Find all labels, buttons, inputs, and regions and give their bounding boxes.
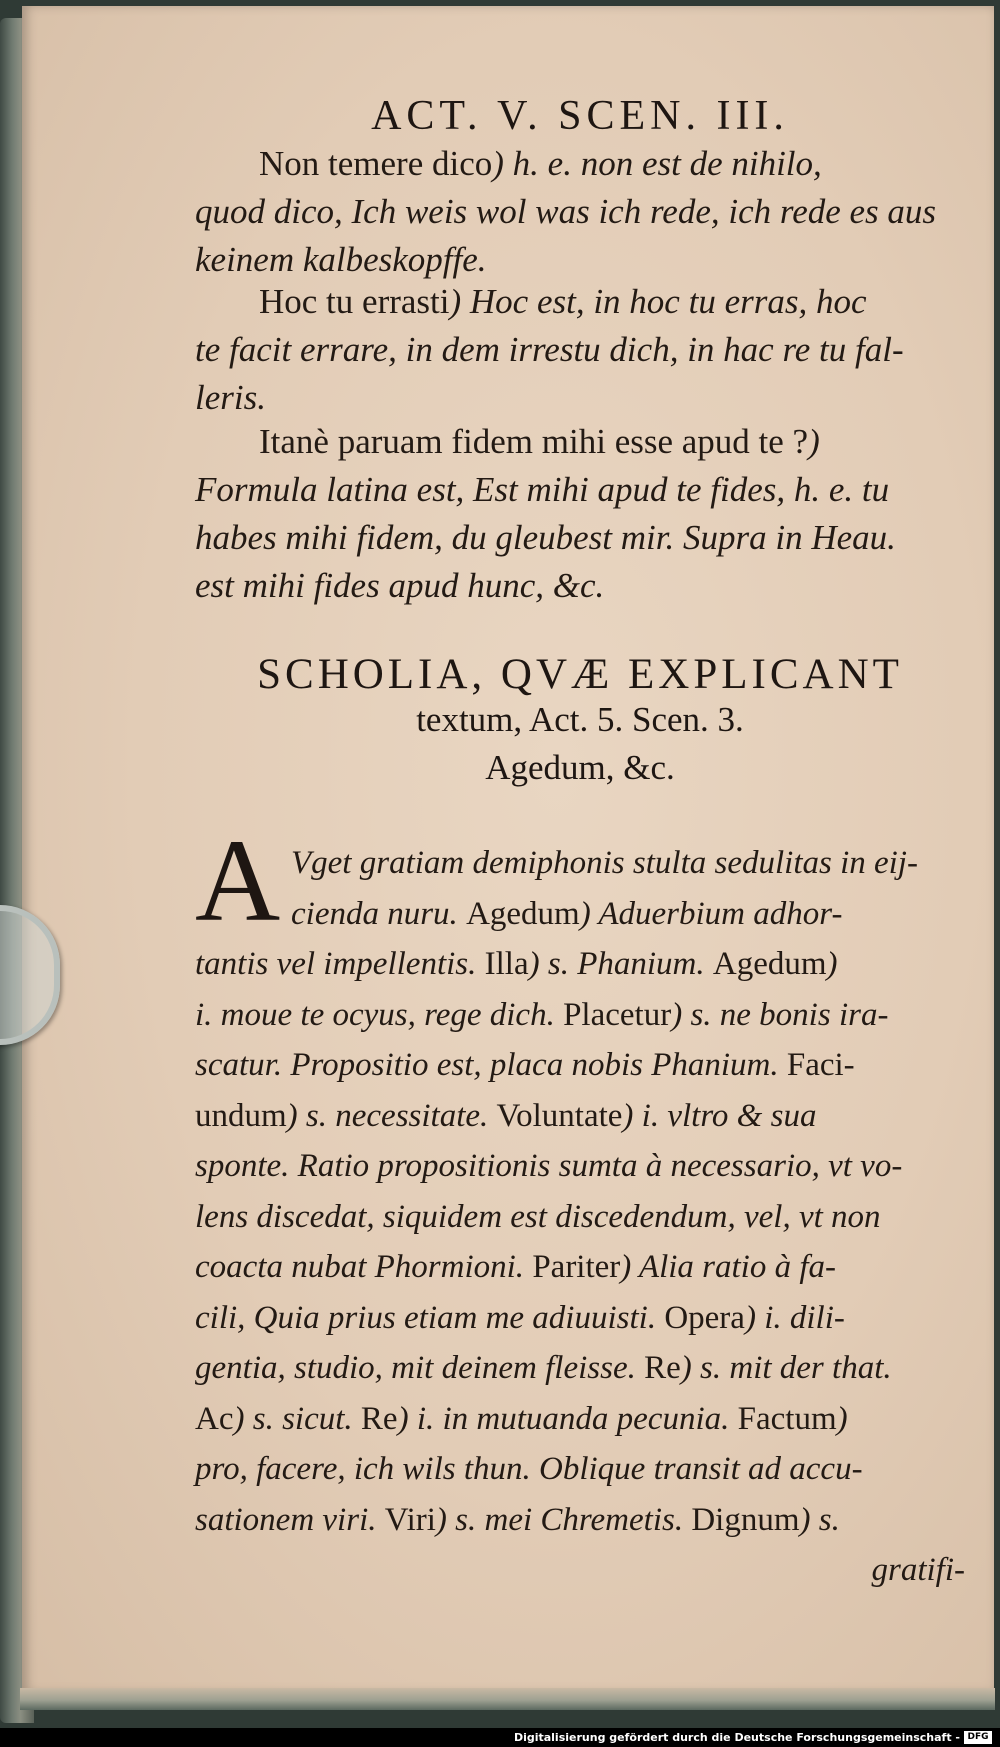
italic-gloss: sationem viri. xyxy=(195,1501,385,1538)
running-head: ACT. V. SCEN. III. xyxy=(371,93,789,139)
italic-gloss: lens discedat, siquidem est discedendum, vel, vt non xyxy=(195,1198,881,1235)
text-line xyxy=(195,838,965,889)
italic-gloss: cienda nuru. xyxy=(291,895,467,932)
italic-gloss: ) s. ne bonis ira- xyxy=(671,996,889,1033)
text-line xyxy=(195,236,965,284)
lemma: Re xyxy=(644,1350,681,1386)
text-line xyxy=(195,1192,965,1243)
italic-gloss: gentia, studio, mit deinem fleisse. xyxy=(195,1350,645,1386)
italic-gloss: leris. xyxy=(195,378,266,417)
lemma: Dignum xyxy=(691,1501,800,1538)
italic-gloss: ) xyxy=(826,946,838,982)
lemma: Factum xyxy=(737,1400,837,1437)
italic-gloss: te facit errare, in dem irrestu dich, in hac re tu fal- xyxy=(195,330,904,369)
section-heading-line3: Agedum, &c. xyxy=(485,748,675,787)
lemma: Illa xyxy=(484,946,529,982)
italic-gloss: i. moue te ocyus, rege dich. xyxy=(195,996,564,1033)
italic-gloss: ) Aduerbium adhor- xyxy=(579,895,843,932)
italic-gloss: Vget gratiam demiphonis stulta sedulitas in eij- xyxy=(291,845,918,881)
italic-gloss: tantis vel impellentis. xyxy=(195,946,485,982)
italic-gloss: ) Hoc est, in hoc tu erras, hoc xyxy=(449,282,867,321)
italic-gloss: ) s. mit der that. xyxy=(680,1350,892,1386)
italic-gloss: quod dico, Ich weis wol was ich rede, ich rede es aus xyxy=(195,192,937,231)
italic-gloss: ) Alia ratio à fa- xyxy=(620,1249,837,1285)
italic-gloss: ) xyxy=(808,422,820,461)
text-line xyxy=(195,1444,965,1495)
text-line xyxy=(195,326,965,374)
lemma: Voluntate xyxy=(496,1097,623,1134)
text-line xyxy=(195,278,965,326)
italic-gloss: pro, facere, ich wils thun. Oblique transit ad accu- xyxy=(195,1451,863,1487)
text-line xyxy=(195,939,965,990)
italic-gloss: coacta nubat Phormioni. xyxy=(195,1249,533,1285)
text-line xyxy=(195,374,965,422)
lemma: Ac xyxy=(195,1400,234,1437)
italic-gloss: sponte. Ratio propositionis sumta à necessario, vt vo- xyxy=(195,1148,903,1184)
dfg-badge: DFG xyxy=(964,1731,992,1744)
text-line xyxy=(195,1242,965,1293)
text-line xyxy=(195,514,965,562)
italic-gloss: ) xyxy=(836,1400,848,1437)
lemma: Opera xyxy=(664,1299,745,1336)
text-line xyxy=(195,1293,965,1344)
italic-gloss: ) i. in mutuanda pecunia. xyxy=(397,1400,738,1437)
italic-gloss: habes mihi fidem, du gleubest mir. Supra in Heau. xyxy=(195,518,896,557)
italic-gloss: est mihi fides apud hunc, &c. xyxy=(195,566,605,605)
text-line xyxy=(195,1545,965,1596)
italic-gloss: Formula latina est, Est mihi apud te fides, h. e. tu xyxy=(195,470,890,509)
italic-gloss: cili, Quia prius etiam me adiuuisti. xyxy=(195,1299,665,1336)
lemma: Agedum xyxy=(712,946,827,982)
text-line xyxy=(195,990,965,1041)
lemma: Itanè paruam fidem mihi esse apud te ? xyxy=(259,422,809,461)
section-heading-line2: textum, Act. 5. Scen. 3. xyxy=(416,700,744,739)
text-line xyxy=(195,1343,965,1394)
text-line xyxy=(195,889,965,940)
lemma: Non temere dico xyxy=(259,144,493,183)
lemma: Pariter xyxy=(532,1249,621,1285)
text-line xyxy=(195,140,965,188)
text-line xyxy=(195,418,965,466)
italic-gloss: ) s. sicut. xyxy=(233,1400,361,1437)
drop-cap: A xyxy=(195,815,281,946)
italic-gloss: keinem kalbeskopffe. xyxy=(195,240,487,279)
italic-gloss: ) s. mei Chremetis. xyxy=(435,1501,692,1538)
italic-gloss: ) s. xyxy=(799,1501,840,1538)
italic-gloss: ) i. dili- xyxy=(744,1299,845,1336)
lemma: Hoc tu errasti xyxy=(259,282,450,321)
italic-gloss: ) h. e. non est de nihilo, xyxy=(492,144,822,183)
text-line xyxy=(195,1495,965,1546)
lemma: Re xyxy=(360,1400,398,1437)
italic-gloss: ) i. vltro & sua xyxy=(622,1097,817,1134)
lemma: Agedum xyxy=(466,895,580,932)
text-line xyxy=(195,1141,965,1192)
text-line xyxy=(195,1394,965,1445)
section-heading-line1: SCHOLIA, QVÆ EXPLICANT xyxy=(257,651,903,698)
italic-gloss: scatur. Propositio est, placa nobis Phanium. xyxy=(195,1047,787,1083)
italic-gloss: gratifi- xyxy=(871,1552,965,1588)
text-line xyxy=(195,466,965,514)
lemma: undum xyxy=(195,1097,287,1134)
text-line xyxy=(195,188,965,236)
page-stack-edge xyxy=(20,1688,995,1710)
lemma: Placetur xyxy=(563,996,672,1033)
lemma: Viri xyxy=(384,1501,436,1538)
text-line xyxy=(195,562,965,610)
italic-gloss: ) s. necessitate. xyxy=(286,1097,497,1134)
lemma: Faci- xyxy=(786,1047,855,1083)
italic-gloss: ) s. Phanium. xyxy=(528,946,713,982)
text-line xyxy=(195,1091,965,1142)
text-line xyxy=(195,1040,965,1091)
footer-credit: Digitalisierung gefördert durch die Deutsche Forschungsgemeinschaft - xyxy=(513,1731,960,1744)
